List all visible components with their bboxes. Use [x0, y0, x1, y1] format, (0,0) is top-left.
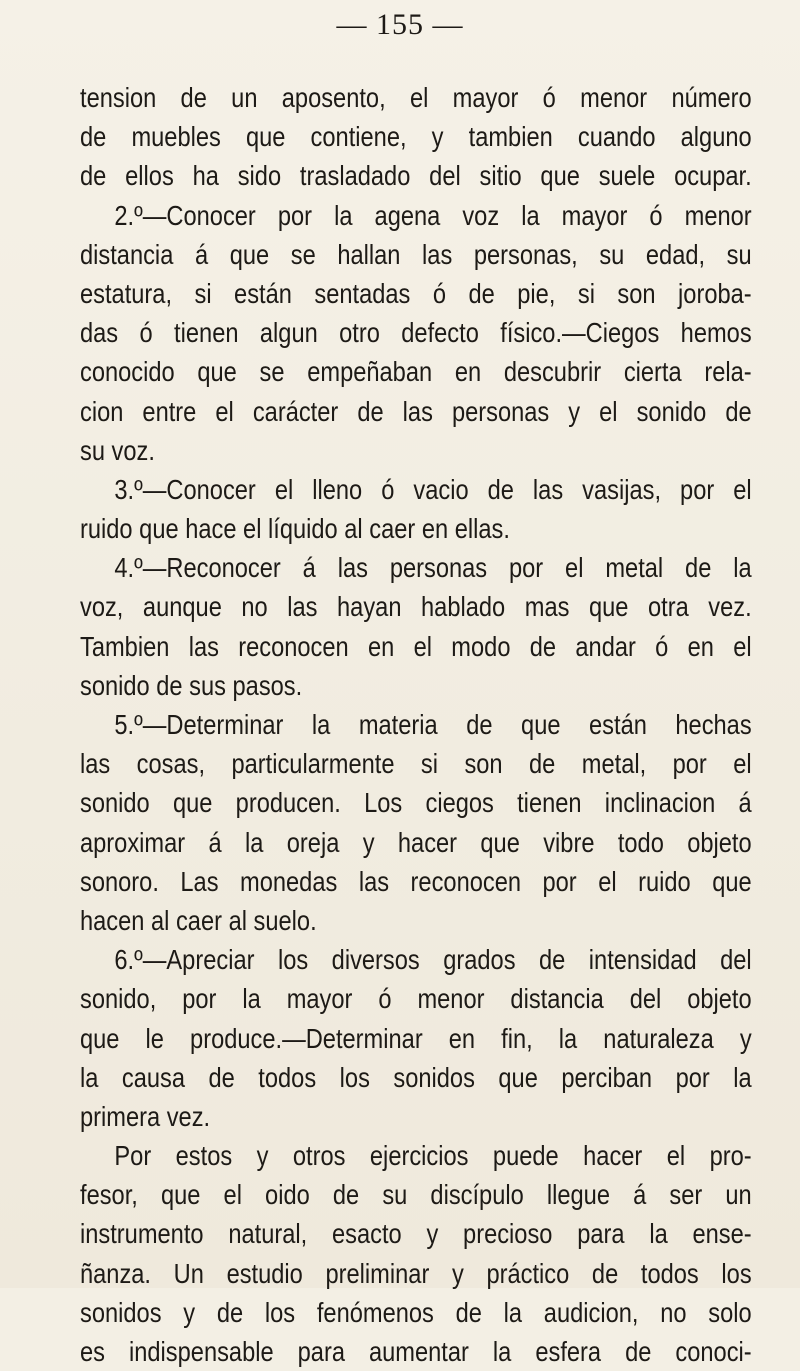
text-line: conocido que se empeñaban en descubrir cierta rela- [80, 356, 752, 388]
text-line: su voz. [80, 434, 155, 466]
text-line: ruido que hace el líquido al caer en ellas. [80, 513, 510, 545]
text-line: das ó tienen algun otro defecto físico.—Ciegos hemos [80, 317, 752, 349]
text-line: 2.º—Conocer por la agena voz la mayor ó menor [114, 199, 752, 231]
body-text [80, 78, 752, 1371]
text-line: primera vez. [80, 1100, 211, 1132]
text-line: de ellos ha sido trasladado del sitio que suele ocupar. [80, 160, 752, 192]
text-line: las cosas, particularmente si son de metal, por el [80, 748, 752, 780]
text-line: Tambien las reconocen en el modo de andar ó en el [80, 630, 752, 662]
text-line: instrumento natural, esacto y precioso para la ense- [80, 1218, 752, 1250]
text-line: fesor, que el oido de su discípulo llegue á ser un [80, 1179, 752, 1211]
text-line: 4.º—Reconocer á las personas por el metal de la [114, 552, 752, 584]
text-line: hacen al caer al suelo. [80, 904, 317, 936]
text-line: sonido que producen. Los ciegos tienen inclinacion á [80, 787, 752, 819]
text-line: distancia á que se hallan las personas, su edad, su [80, 238, 752, 270]
text-line: sonidos y de los fenómenos de la audicion, no solo [80, 1296, 752, 1328]
text-line: la causa de todos los sonidos que perciban por la [80, 1061, 752, 1093]
text-line: de muebles que contiene, y tambien cuando alguno [80, 121, 752, 153]
text-line: sonido, por la mayor ó menor distancia del objeto [80, 983, 752, 1015]
text-line: sonido de sus pasos. [80, 669, 303, 701]
text-line: que le produce.—Determinar en fin, la naturaleza y [80, 1022, 752, 1054]
text-line: 6.º—Apreciar los diversos grados de intensidad del [114, 944, 752, 976]
text-line: voz, aunque no las hayan hablado mas que otra vez. [80, 591, 752, 623]
text-line: aproximar á la oreja y hacer que vibre todo objeto [80, 826, 752, 858]
text-line: es indispensable para aumentar la esfera de conoci- [80, 1336, 752, 1367]
text-line: ñanza. Un estudio preliminar y práctico de todos los [80, 1257, 752, 1289]
page-number-header: — 155 — [336, 8, 464, 41]
text-line: cion entre el carácter de las personas y el sonido de [80, 395, 752, 427]
text-line: 5.º—Determinar la materia de que están hechas [114, 709, 752, 740]
text-line: tension de un aposento, el mayor ó menor número [80, 82, 752, 113]
text-line: sonoro. Las monedas las reconocen por el ruido que [80, 865, 752, 897]
text-line: estatura, si están sentadas ó de pie, si son joroba- [80, 277, 752, 309]
text-line: Por estos y otros ejercicios puede hacer el pro- [114, 1140, 752, 1172]
text-line: 3.º—Conocer el lleno ó vacio de las vasijas, por el [114, 473, 752, 505]
